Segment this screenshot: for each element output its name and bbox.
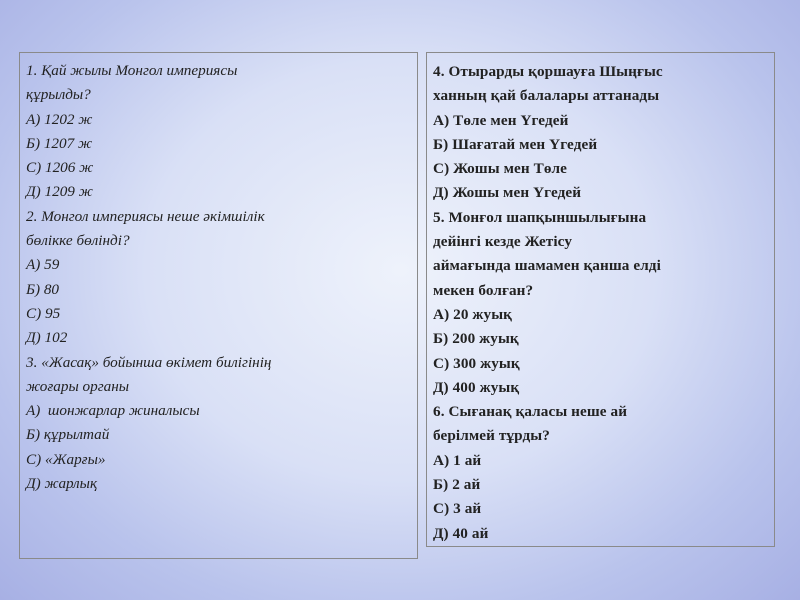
question-4-option-a: А) Төле мен Үгедей xyxy=(433,111,569,129)
question-6-option-c: С) 3 ай xyxy=(433,500,482,518)
question-5-line-2: дейінгі кезде Жетісу xyxy=(433,233,573,251)
question-5-line-1: 5. Монғол шапқыншылығына xyxy=(433,208,647,226)
question-6-option-a: А) 1 ай xyxy=(433,451,482,469)
right-question-panel xyxy=(426,52,775,547)
question-3-option-b: Б) құрылтай xyxy=(26,426,110,444)
question-1-option-b: Б) 1207 ж xyxy=(26,134,93,152)
left-question-panel xyxy=(19,52,418,559)
question-2-line-1: 2. Монгол империясы неше әкімшілік xyxy=(26,207,265,225)
question-4-line-2: ханның қай балалары аттанады xyxy=(433,87,660,105)
question-5-option-b: Б) 200 жуық xyxy=(433,330,519,348)
question-1-option-a: А) 1202 ж xyxy=(26,110,93,128)
question-2-option-a: А) 59 xyxy=(26,256,60,274)
question-4-line-1: 4. Отырарды қоршауға Шыңғыс xyxy=(433,63,663,80)
question-5-option-a: А) 20 жуық xyxy=(433,305,513,323)
question-6-option-b: Б) 2 ай xyxy=(433,476,481,494)
question-5-option-c: С) 300 жуық xyxy=(433,354,520,372)
question-3-option-a: А) шонжарлар жиналысы xyxy=(26,402,200,420)
question-3-line-1: 3. «Жасақ» бойынша өкімет билігінің xyxy=(26,353,272,371)
question-4-option-c: С) Жошы мен Төле xyxy=(433,160,567,178)
question-6-line-2: берілмей тұрды? xyxy=(433,427,550,445)
question-4-option-d: Д) Жошы мен Үгедей xyxy=(433,184,582,202)
question-5-line-4: мекен болған? xyxy=(433,281,534,299)
question-5-line-3: аймағында шамамен қанша елді xyxy=(433,257,661,275)
question-3-option-c: С) «Жарғы» xyxy=(26,450,106,468)
question-4-option-b: Б) Шағатай мен Үгедей xyxy=(433,135,598,153)
question-5-option-d: Д) 400 жуық xyxy=(433,378,520,396)
question-3-option-d: Д) жарлық xyxy=(26,475,98,493)
question-2-option-d: Д) 102 xyxy=(26,329,68,347)
question-2-line-2: бөлікке бөлінді? xyxy=(26,232,130,250)
question-1-option-d: Д) 1209 ж xyxy=(26,183,93,201)
question-1-line-2: құрылды? xyxy=(26,86,91,104)
question-6-line-1: 6. Сығанақ қаласы неше ай xyxy=(433,403,628,421)
question-3-line-2: жоғары органы xyxy=(26,377,130,395)
question-1-line-1: 1. Қай жылы Монгол империясы xyxy=(26,62,238,79)
question-2-option-b: Б) 80 xyxy=(26,280,60,298)
question-2-option-c: С) 95 xyxy=(26,304,61,322)
question-1-option-c: С) 1206 ж xyxy=(26,159,94,177)
question-6-option-d: Д) 40 ай xyxy=(433,524,489,542)
